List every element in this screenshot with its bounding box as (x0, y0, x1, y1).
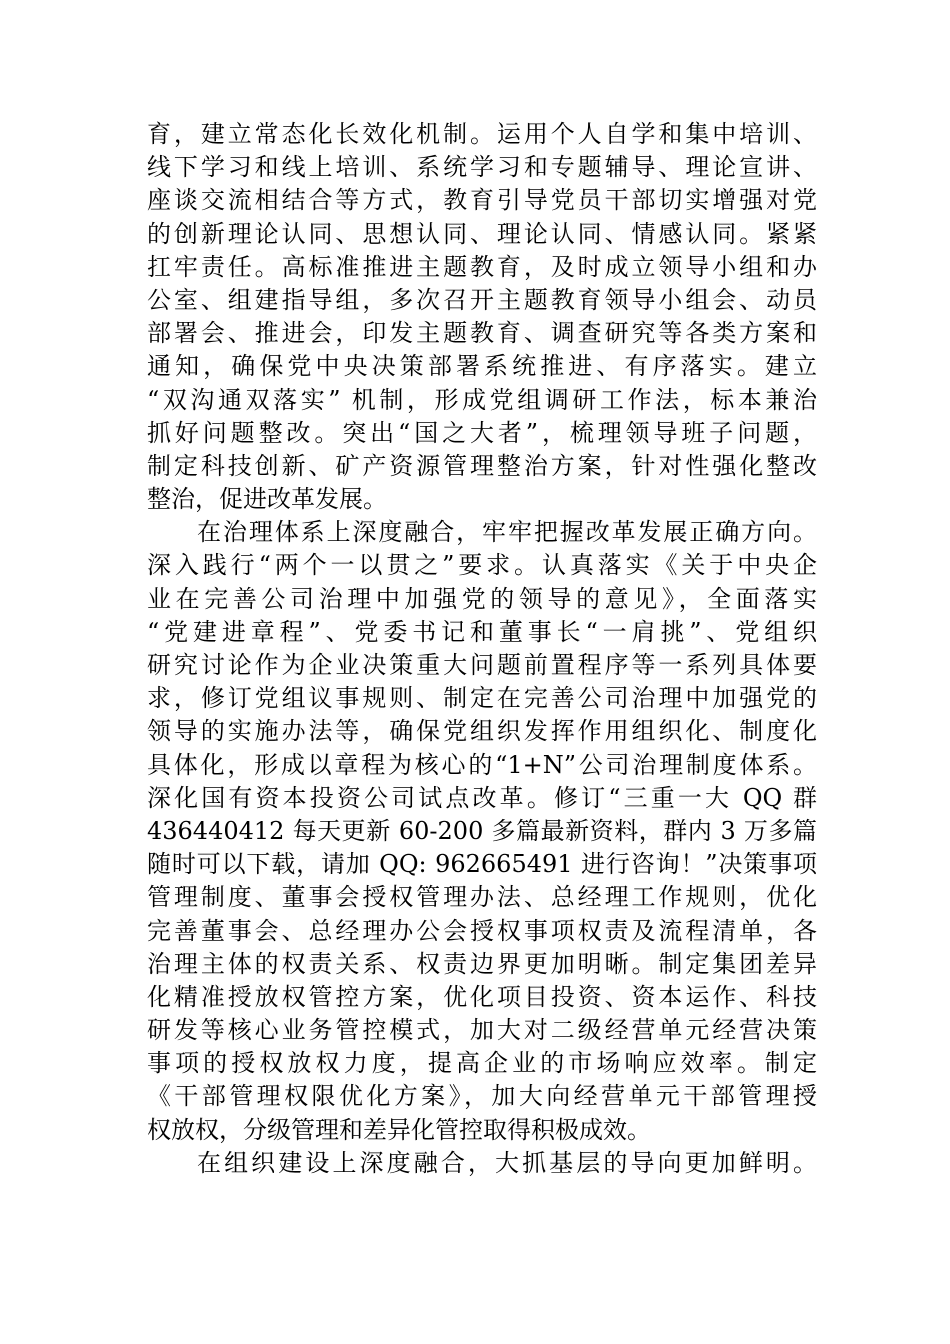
text-line: 具体化，形成以章程为核心的“1+N”公司治理制度体系。 (147, 750, 817, 779)
text-line: 业在完善公司治理中加强党的领导的意见》，全面落实 (147, 584, 817, 613)
text-line: 公室、组建指导组，多次召开主题教育领导小组会、动员 (147, 285, 817, 314)
text-line: 在组织建设上深度融合，大抓基层的导向更加鲜明。 (197, 1148, 817, 1177)
text-line: 在治理体系上深度融合，牢牢把握改革发展正确方向。 (197, 518, 817, 547)
text-line: 求，修订党组议事规则、制定在完善公司治理中加强党的 (147, 684, 817, 713)
text-line: 育，建立常态化长效化机制。运用个人自学和集中培训、 (147, 120, 817, 148)
document-body (147, 118, 817, 1180)
text-line: “党建进章程”、党委书记和董事长“一肩挑”、党组织 (147, 617, 817, 646)
text-line: 《干部管理权限优化方案》，加大向经营单元干部管理授 (147, 1082, 817, 1111)
text-line: “双沟通双落实” 机制，形成党组调研工作法，标本兼治 (147, 385, 817, 414)
text-line: 436440412 每天更新 60-200 多篇最新资料，群内 3 万多篇 (147, 816, 817, 845)
text-line: 领导的实施办法等，确保党组织发挥作用组织化、制度化 (147, 717, 817, 746)
text-line: 研发等核心业务管控模式，加大对二级经营单元经营决策 (147, 1016, 817, 1045)
text-line: 部署会、推进会，印发主题教育、调查研究等各类方案和 (147, 319, 817, 348)
text-line: 治理主体的权责关系、权责边界更加明晰。制定集团差异 (147, 949, 817, 978)
text-line: 随时可以下载，请加 QQ: 962665491 进行咨询！”决策事项 (147, 850, 817, 879)
text-line: 的创新理论认同、思想认同、理论认同、情感认同。紧紧 (147, 219, 817, 248)
text-line: 管理制度、董事会授权管理办法、总经理工作规则，优化 (147, 883, 817, 912)
text-line: 权放权，分级管理和差异化管控取得积极成效。 (147, 1115, 651, 1144)
text-line: 通知，确保党中央决策部署系统推进、有序落实。建立 (147, 352, 817, 381)
text-line: 完善董事会、总经理办公会授权事项权责及流程清单，各 (147, 916, 817, 945)
text-line: 扛牢责任。高标准推进主题教育，及时成立领导小组和办 (147, 252, 817, 281)
text-line: 座谈交流相结合等方式，教育引导党员干部切实增强对党 (147, 186, 817, 215)
text-line: 化精准授放权管控方案，优化项目投资、资本运作、科技 (147, 982, 817, 1011)
text-line: 抓好问题整改。突出“国之大者”，梳理领导班子问题， (147, 418, 817, 447)
text-line: 深入践行“两个一以贯之”要求。认真落实《关于中央企 (147, 551, 817, 580)
text-line: 事项的授权放权力度，提高企业的市场响应效率。制定 (147, 1049, 817, 1078)
text-line: 线下学习和线上培训、系统学习和专题辅导、理论宣讲、 (147, 153, 817, 182)
text-line: 制定科技创新、矿产资源管理整治方案，针对性强化整改 (147, 451, 817, 480)
text-line: 研究讨论作为企业决策重大问题前置程序等一系列具体要 (147, 651, 817, 679)
text-line: 深化国有资本投资公司试点改革。修订“三重一大 QQ 群 (147, 783, 817, 812)
text-line: 整治，促进改革发展。 (147, 485, 387, 514)
